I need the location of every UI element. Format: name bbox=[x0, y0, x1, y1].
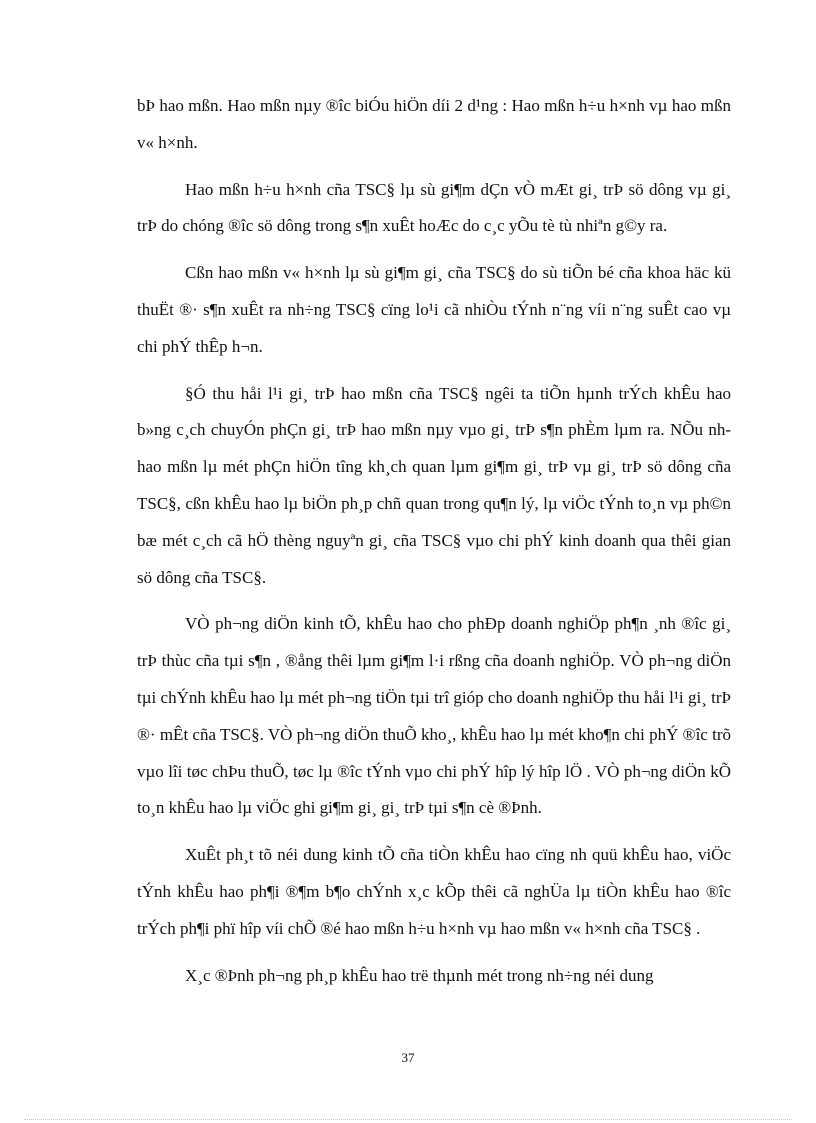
paragraph-6: XuÊt ph¸t tõ néi dung kinh tÕ cña tiÒn khÊu hao cïng nh quü khÊu hao, viÖc tÝnh khÊu hao ph¶i ®¶m b¶o chÝnh x¸c kÕp thêi cã nghÜa lµ tiÒn khÊu hao ®îc trÝch ph¶i phï hîp víi chÕ ®é hao mßn h÷u h×nh vµ hao mßn v« h×nh cña TSC§ . bbox=[137, 845, 731, 938]
paragraph-1: bÞ hao mßn. Hao mßn nµy ®îc biÓu hiÖn díi 2 d¹ng : Hao mßn h÷u h×nh vµ hao mßn v« h×nh. bbox=[137, 96, 731, 152]
paragraph-7: X¸c ®Þnh ph¬ng ph¸p khÊu hao trë thµnh mét trong nh÷ng néi dung bbox=[185, 965, 654, 985]
paragraph-2: Hao mßn h÷u h×nh cña TSC§ lµ sù gi¶m dÇn vÒ mÆt gi¸ trÞ sö dông vµ gi¸ trÞ do chóng ®îc sö dông trong s¶n xuÊt hoÆc do c¸c yÕu tè tù nhiªn g©y ra. bbox=[137, 179, 731, 236]
paragraph-5: VÒ ph¬ng diÖn kinh tÕ, khÊu hao cho phÐp doanh nghiÖp ph¶n ¸nh ®îc gi¸ trÞ thùc cña tµi s¶n , ®ång thêi lµm gi¶m l·i rßng cña doanh nghiÖp. VÒ ph¬ng diÖn tµi chÝnh khÊu hao lµ mét ph¬ng tiÖn tµi trî gióp cho doanh nghiÖp thu håi l¹i gi¸ trÞ ®· mÊt cña TSC§. VÒ ph¬ng diÖn thuÕ kho¸, khÊu hao lµ mét kho¶n chi phÝ ®îc trõ vµo lîi tøc chÞu thuÕ, tøc lµ ®îc tÝnh vµo chi phÝ hîp lý hîp lÖ . VÒ ph¬ng diÖn kÕ to¸n khÊu hao lµ viÖc ghi gi¶m gi¸ gi¸ trÞ tµi s¶n cè ®Þnh. bbox=[137, 614, 731, 818]
body-text bbox=[137, 88, 731, 1004]
paragraph-4: §Ó thu håi l¹i gi¸ trÞ hao mßn cña TSC§ ngêi ta tiÕn hµnh trÝch khÊu hao b»ng c¸ch chuyÓn phÇn gi¸ trÞ hao mßn nµy vµo gi¸ trÞ s¶n phÈm lµm ra. NÕu nh hao mßn lµ mét phÇn hiÖn tîng kh¸ch quan lµm gi¶m gi¸ trÞ vµ gi¸ trÞ sö dông cña TSC§, cßn khÊu hao lµ biÖn ph¸p chñ quan trong qu¶n lý, lµ viÖc tÝnh to¸n vµ ph©n bæ mét c¸ch cã hÖ thèng nguyªn gi¸ cña TSC§ vµo chi phÝ kinh doanh qua thêi gian sö dông cña TSC§. bbox=[137, 383, 731, 587]
page-bottom-divider bbox=[24, 1119, 792, 1120]
paragraph-3: Cßn hao mßn v« h×nh lµ sù gi¶m gi¸ cña TSC§ do sù tiÕn bé cña khoa häc kü thuËt ®· s¶n xuÊt ra nh÷ng TSC§ cïng lo¹i cã nhiÒu tÝnh n¨ng víi n¨ng suÊt cao vµ chi phÝ thÊp h¬n. bbox=[137, 263, 731, 356]
page-number: 37 bbox=[401, 1050, 415, 1065]
